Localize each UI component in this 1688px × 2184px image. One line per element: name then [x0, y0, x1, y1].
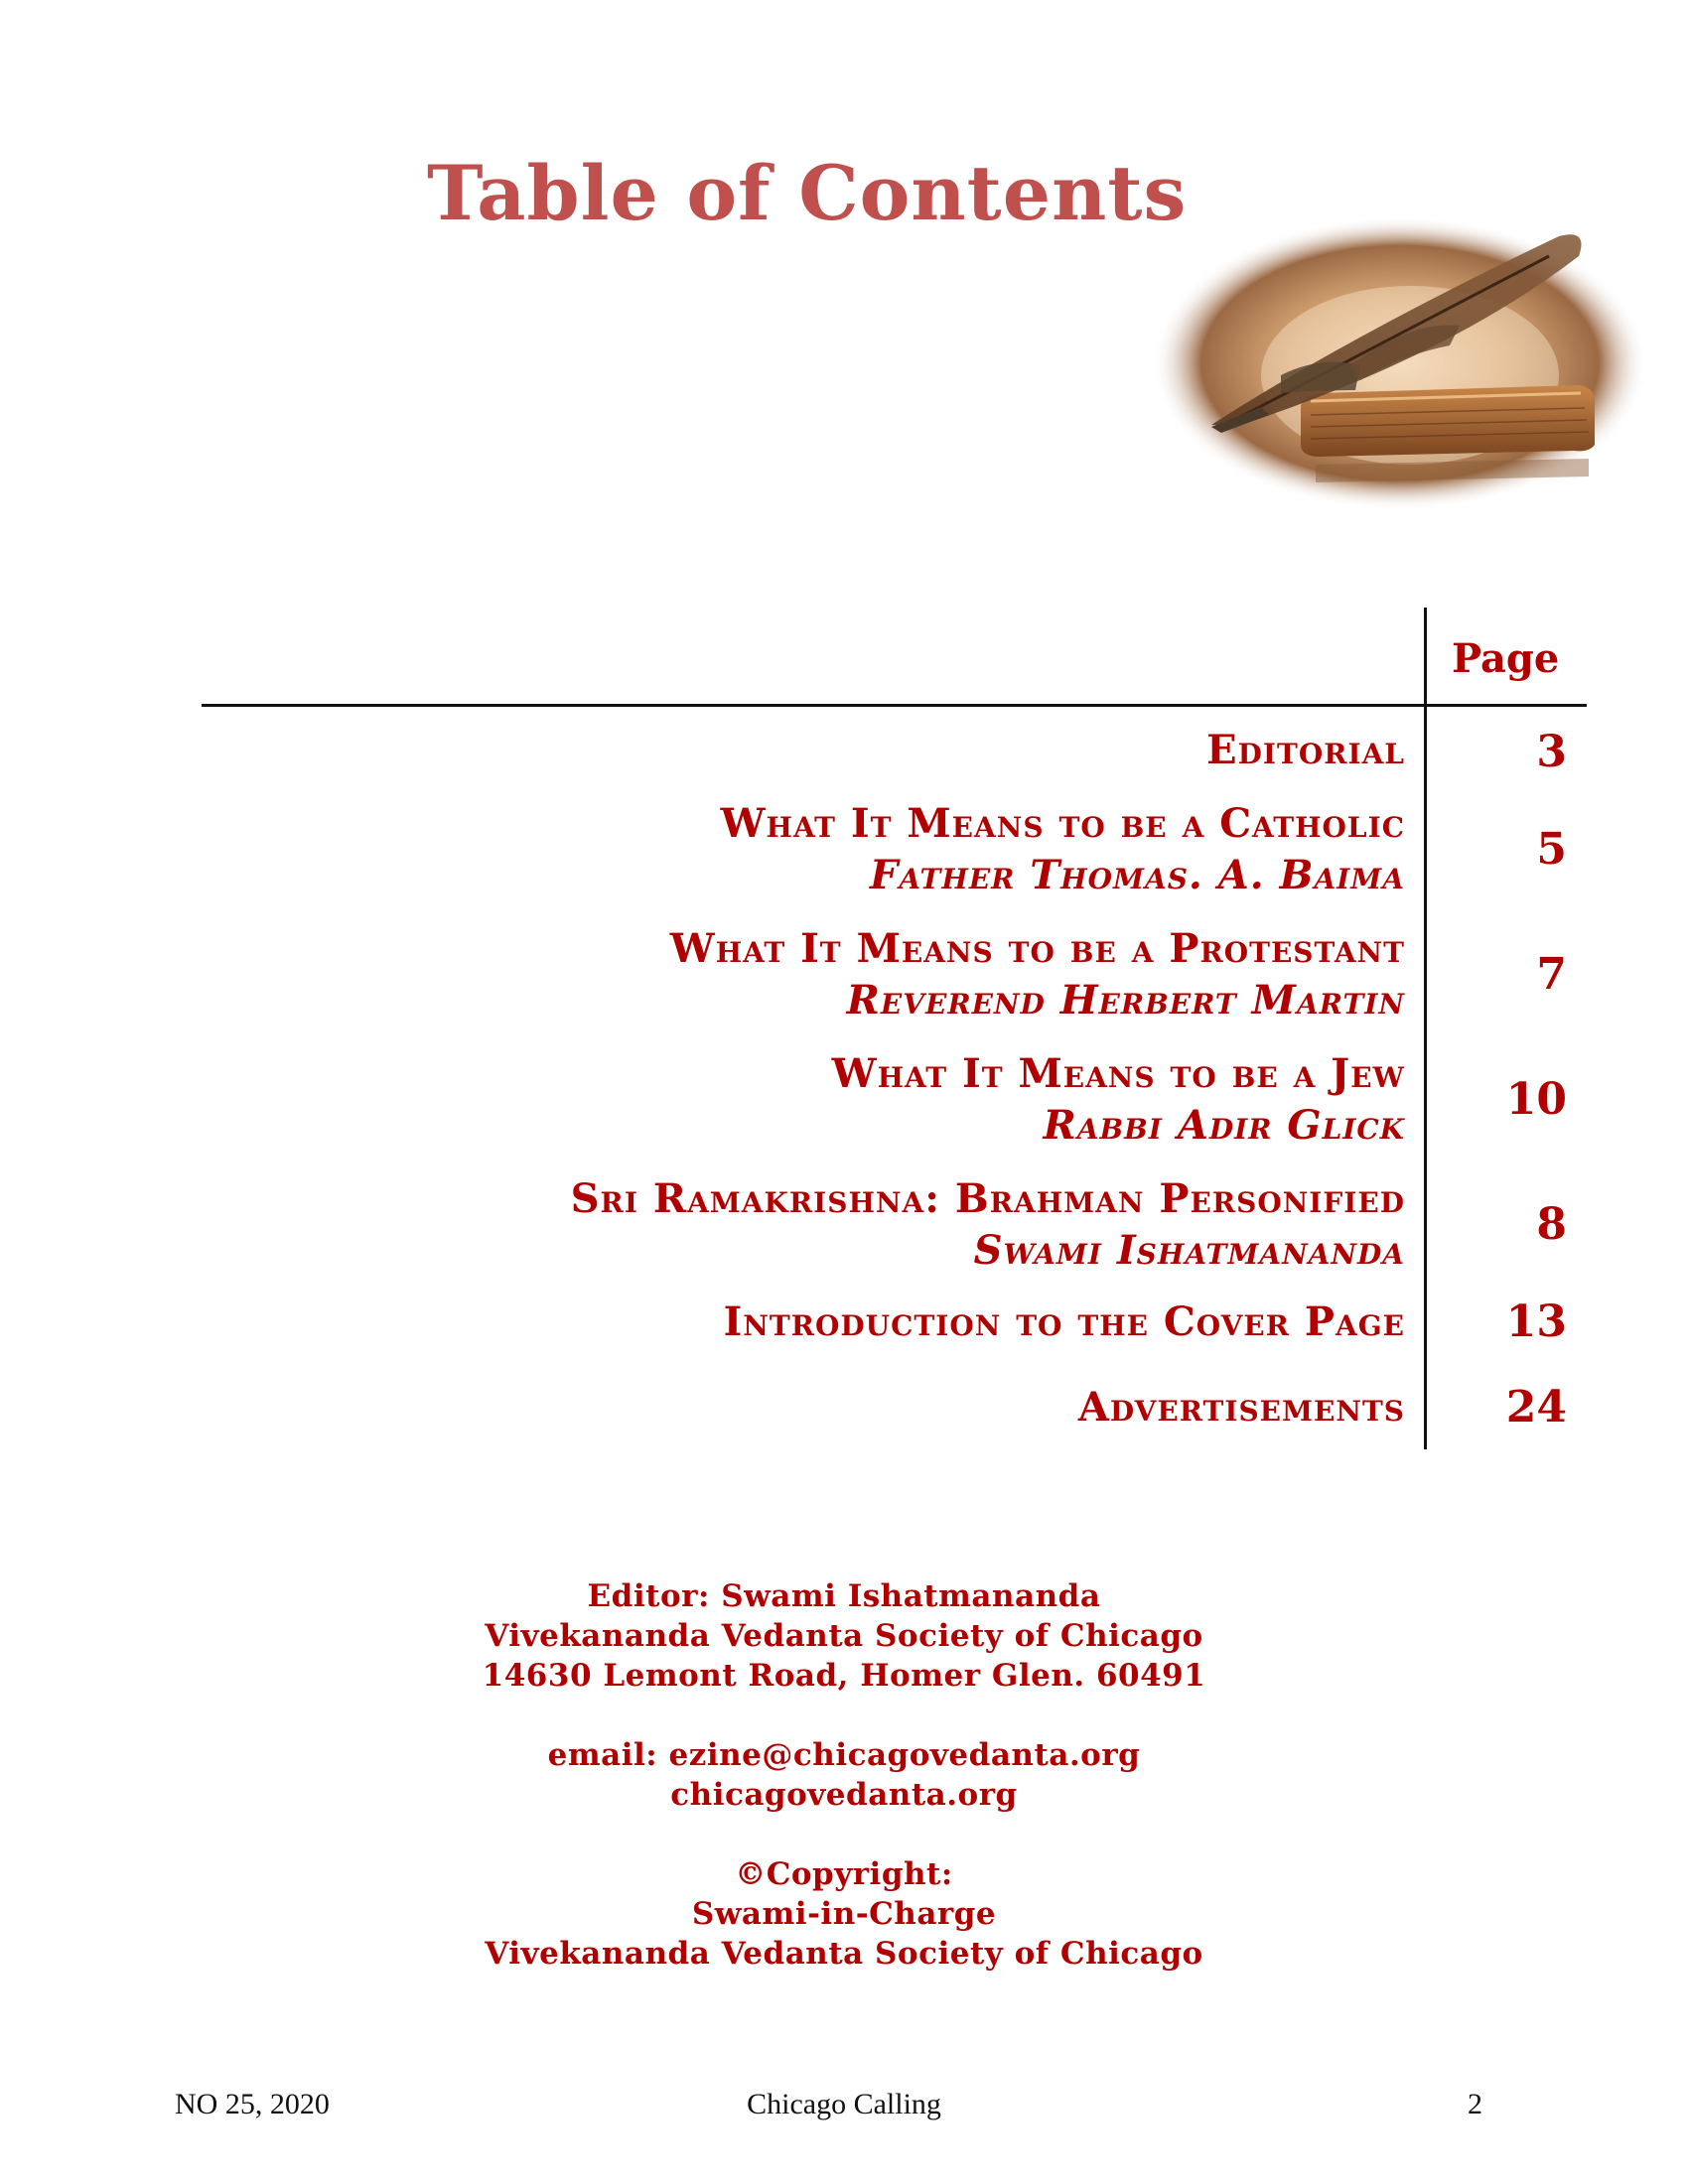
toc-entry-title: What It Means to be a Catholic: [720, 800, 1405, 847]
email-link[interactable]: email: ezine@chicagovedanta.org: [547, 1737, 1141, 1773]
address-line: 14630 Lemont Road, Homer Glen. 60491: [482, 1658, 1206, 1694]
toc-entry-title: Advertisements: [1077, 1384, 1405, 1431]
toc-entry-title: What It Means to be a Jew: [831, 1050, 1405, 1097]
editorial-info: [0, 1576, 1688, 1696]
page-title: Table of Contents: [427, 149, 1188, 237]
toc-entry-advertisements[interactable]: [1078, 1382, 1405, 1433]
copyright-holder: Swami-in-Charge: [691, 1896, 997, 1932]
footer-page-number: 2: [1468, 2088, 1482, 2120]
toc-entry-cover-intro[interactable]: [724, 1297, 1405, 1348]
copyright-society: Vivekananda Vedanta Society of Chicago: [485, 1936, 1203, 1972]
toc-entry-author: Father Thomas. A. Baima: [869, 852, 1405, 898]
toc-entry-author: Rabbi Adir Glick: [1043, 1102, 1405, 1149]
toc-page-number: 10: [1505, 1074, 1567, 1125]
toc-entry-author: Swami Ishatmananda: [973, 1227, 1405, 1274]
toc-page-number: 8: [1536, 1199, 1567, 1250]
website-link[interactable]: chicagovedanta.org: [670, 1777, 1018, 1813]
toc-entry-protestant[interactable]: [670, 923, 1405, 1026]
column-divider-vertical: [1424, 608, 1427, 1449]
society-line: Vivekananda Vedanta Society of Chicago: [485, 1618, 1203, 1654]
toc-entry-title: What It Means to be a Protestant: [669, 925, 1405, 972]
copyright-info: [0, 1854, 1688, 1974]
toc-entry-title: Editorial: [1206, 727, 1405, 773]
toc-page-number: 5: [1536, 824, 1567, 875]
footer-publication: Chicago Calling: [747, 2088, 941, 2120]
toc-page-number: 24: [1505, 1382, 1567, 1433]
quill-and-book-image: [1152, 216, 1648, 509]
toc-entry-author: Reverend Herbert Martin: [846, 977, 1405, 1024]
toc-entry-catholic[interactable]: [721, 798, 1405, 901]
footer-date: NO 25, 2020: [175, 2088, 330, 2120]
toc-entry-editorial[interactable]: [1206, 725, 1405, 776]
copyright-line: ©Copyright:: [735, 1856, 953, 1892]
toc-entry-title: Sri Ramakrishna: Brahman Personified: [570, 1175, 1405, 1222]
toc-entry-title: Introduction to the Cover Page: [723, 1298, 1405, 1345]
toc-entry-jew[interactable]: [832, 1048, 1405, 1152]
contact-info: [0, 1735, 1688, 1815]
toc-page-number: 3: [1536, 727, 1567, 777]
page-column-header: Page: [1452, 635, 1560, 682]
editor-line: Editor: Swami Ishatmananda: [587, 1578, 1101, 1614]
toc-page-number: 7: [1536, 949, 1567, 1000]
toc-page-number: 13: [1505, 1297, 1567, 1347]
header-rule: [202, 704, 1587, 707]
toc-entry-ramakrishna[interactable]: [571, 1173, 1405, 1277]
